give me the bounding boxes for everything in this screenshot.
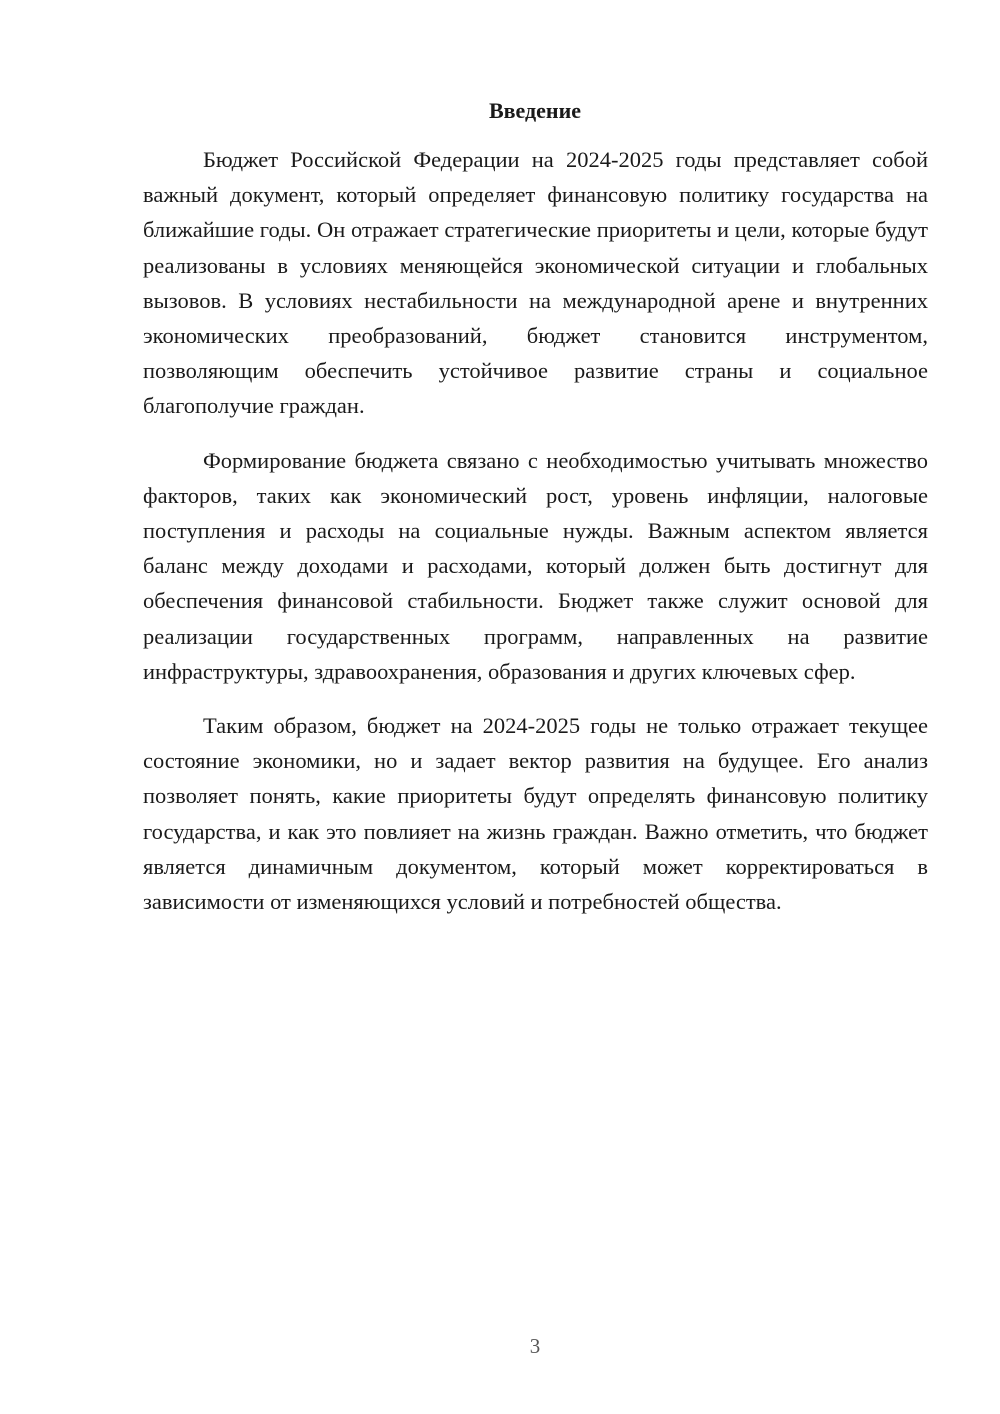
page-number: 3: [529, 1334, 541, 1358]
paragraph-1: Бюджет Российской Федерации на 2024-2025 годы представляет собой важный документ, который определяет финансовую политику государства на ближайшие годы. Он отражает стратегические приоритеты и цели, которые будут реализованы в условиях меняющейся экономической ситуации и глобальных вызовов. В условиях нестабильности на международной арене и внутренних экономических преобразований, бюджет становится инструментом, позволяющим обеспечить устойчивое развитие страны и социальное благополучие граждан.: [143, 147, 928, 419]
paragraph-2: Формирование бюджета связано с необходимостью учитывать множество факторов, таких как экономический рост, уровень инфляции, налоговые поступления и расходы на социальные нужды. Важным аспектом является баланс между доходами и расходами, который должен быть достигнут для обеспечения финансовой стабильности. Бюджет также служит основой для реализации государственных программ, направленных на развитие инфраструктуры, здравоохранения, образования и других ключевых сфер.: [143, 447, 928, 684]
paragraph-3: Таким образом, бюджет на 2024-2025 годы не только отражает текущее состояние экономики, но и задает вектор развития на будущее. Его анализ позволяет понять, какие приоритеты будут определять финансовую политику государства, и как это повлияет на жизнь граждан. Важно отметить, что бюджет является динамичным документом, который может корректироваться в зависимости от изменяющихся условий и потребностей общества.: [143, 713, 928, 915]
section-title: Введение: [488, 98, 582, 123]
body-text: [143, 142, 928, 938]
